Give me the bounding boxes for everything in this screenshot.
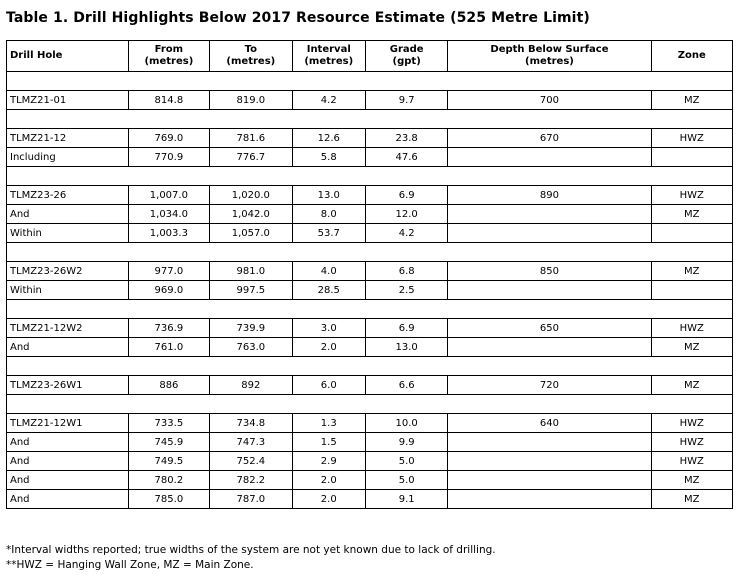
table-cell: 734.8 bbox=[210, 414, 292, 433]
table-cell: 6.6 bbox=[365, 376, 447, 395]
table-cell: TLMZ23-26 bbox=[7, 186, 129, 205]
table-cell: 850 bbox=[448, 262, 651, 281]
table-cell: 814.8 bbox=[128, 91, 209, 110]
table-cell: 747.3 bbox=[210, 433, 292, 452]
table-cell: Within bbox=[7, 224, 129, 243]
table-cell bbox=[448, 338, 651, 357]
spacer-row bbox=[7, 357, 733, 376]
table-cell: And bbox=[7, 490, 129, 509]
table-cell: 6.8 bbox=[365, 262, 447, 281]
table-cell bbox=[448, 205, 651, 224]
table-cell: TLMZ21-01 bbox=[7, 91, 129, 110]
table-cell: 892 bbox=[210, 376, 292, 395]
table-cell: 2.0 bbox=[292, 490, 365, 509]
table-cell: MZ bbox=[651, 490, 733, 509]
table-cell: 890 bbox=[448, 186, 651, 205]
table-cell: 736.9 bbox=[128, 319, 209, 338]
table-cell: HWZ bbox=[651, 319, 733, 338]
footnote-zone-legend: **HWZ = Hanging Wall Zone, MZ = Main Zone. bbox=[6, 559, 254, 571]
header-row bbox=[7, 41, 733, 72]
table-cell: And bbox=[7, 433, 129, 452]
table-cell: 781.6 bbox=[210, 129, 292, 148]
table-cell: 739.9 bbox=[210, 319, 292, 338]
table-cell: 1,042.0 bbox=[210, 205, 292, 224]
table-row bbox=[7, 452, 733, 471]
table-cell: 4.0 bbox=[292, 262, 365, 281]
table-row bbox=[7, 148, 733, 167]
table-cell: MZ bbox=[651, 205, 733, 224]
table-cell: 5.8 bbox=[292, 148, 365, 167]
table-cell: 2.9 bbox=[292, 452, 365, 471]
table-cell bbox=[448, 433, 651, 452]
spacer-row bbox=[7, 243, 733, 262]
table-cell: HWZ bbox=[651, 452, 733, 471]
table-row bbox=[7, 433, 733, 452]
table-cell bbox=[651, 224, 733, 243]
table-cell: And bbox=[7, 338, 129, 357]
table-cell: 5.0 bbox=[365, 471, 447, 490]
spacer-cell bbox=[7, 110, 733, 129]
table-cell bbox=[651, 281, 733, 300]
table-row bbox=[7, 224, 733, 243]
footnote-interval-widths: *Interval widths reported; true widths of the system are not yet known due to lack of drilling. bbox=[6, 544, 496, 556]
table-cell: 8.0 bbox=[292, 205, 365, 224]
table-cell: 1.5 bbox=[292, 433, 365, 452]
table-cell: 1,034.0 bbox=[128, 205, 209, 224]
header-drill-hole: Drill Hole bbox=[7, 41, 129, 72]
table-cell: 1,007.0 bbox=[128, 186, 209, 205]
table-cell: 752.4 bbox=[210, 452, 292, 471]
table-cell: 6.9 bbox=[365, 319, 447, 338]
table-cell: 733.5 bbox=[128, 414, 209, 433]
table-cell: Within bbox=[7, 281, 129, 300]
table-cell: 13.0 bbox=[292, 186, 365, 205]
table-cell: MZ bbox=[651, 338, 733, 357]
spacer-row bbox=[7, 300, 733, 319]
table-cell bbox=[448, 490, 651, 509]
table-cell: 2.0 bbox=[292, 338, 365, 357]
table-row bbox=[7, 471, 733, 490]
table-row bbox=[7, 376, 733, 395]
table-cell: 1,020.0 bbox=[210, 186, 292, 205]
table-cell: 776.7 bbox=[210, 148, 292, 167]
table-cell: And bbox=[7, 471, 129, 490]
table-cell: 720 bbox=[448, 376, 651, 395]
table-cell: TLMZ23-26W2 bbox=[7, 262, 129, 281]
table-cell: 700 bbox=[448, 91, 651, 110]
table-cell: MZ bbox=[651, 376, 733, 395]
table-cell: 785.0 bbox=[128, 490, 209, 509]
table-row bbox=[7, 186, 733, 205]
table-cell bbox=[448, 148, 651, 167]
table-cell: 13.0 bbox=[365, 338, 447, 357]
table-title: Table 1. Drill Highlights Below 2017 Resource Estimate (525 Metre Limit) bbox=[6, 10, 590, 26]
table-cell: 977.0 bbox=[128, 262, 209, 281]
table-cell: 47.6 bbox=[365, 148, 447, 167]
table-cell: 2.0 bbox=[292, 471, 365, 490]
table-cell: 749.5 bbox=[128, 452, 209, 471]
spacer-row bbox=[7, 72, 733, 91]
table-cell: 9.9 bbox=[365, 433, 447, 452]
table-cell: 9.1 bbox=[365, 490, 447, 509]
table-cell: 981.0 bbox=[210, 262, 292, 281]
spacer-cell bbox=[7, 72, 733, 91]
table-cell: 1,057.0 bbox=[210, 224, 292, 243]
table-row bbox=[7, 91, 733, 110]
table-cell: 12.6 bbox=[292, 129, 365, 148]
table-cell: 4.2 bbox=[365, 224, 447, 243]
table-cell: 1.3 bbox=[292, 414, 365, 433]
table-cell: 763.0 bbox=[210, 338, 292, 357]
table-cell: 5.0 bbox=[365, 452, 447, 471]
spacer-row bbox=[7, 110, 733, 129]
table-cell: And bbox=[7, 205, 129, 224]
table-cell bbox=[448, 452, 651, 471]
table-cell: 53.7 bbox=[292, 224, 365, 243]
spacer-cell bbox=[7, 300, 733, 319]
spacer-row bbox=[7, 395, 733, 414]
spacer-cell bbox=[7, 167, 733, 186]
table-cell: 4.2 bbox=[292, 91, 365, 110]
table-cell: 12.0 bbox=[365, 205, 447, 224]
drill-highlights-table bbox=[6, 40, 733, 509]
table-cell bbox=[448, 281, 651, 300]
table-cell bbox=[651, 148, 733, 167]
spacer-row bbox=[7, 167, 733, 186]
table-cell: 780.2 bbox=[128, 471, 209, 490]
table-cell: TLMZ21-12 bbox=[7, 129, 129, 148]
table-cell: HWZ bbox=[651, 414, 733, 433]
table-cell: 640 bbox=[448, 414, 651, 433]
table-cell bbox=[448, 224, 651, 243]
table-cell: Including bbox=[7, 148, 129, 167]
table-row bbox=[7, 129, 733, 148]
table-cell: 6.0 bbox=[292, 376, 365, 395]
table-body bbox=[7, 72, 733, 509]
table-cell: TLMZ21-12W1 bbox=[7, 414, 129, 433]
table-row bbox=[7, 319, 733, 338]
header-interval: Interval (metres) bbox=[292, 41, 365, 72]
table-row bbox=[7, 262, 733, 281]
header-to: To (metres) bbox=[210, 41, 292, 72]
table-cell: 670 bbox=[448, 129, 651, 148]
table-cell: 10.0 bbox=[365, 414, 447, 433]
table-cell: 782.2 bbox=[210, 471, 292, 490]
spacer-cell bbox=[7, 243, 733, 262]
table-cell: 769.0 bbox=[128, 129, 209, 148]
spacer-cell bbox=[7, 395, 733, 414]
table-row bbox=[7, 414, 733, 433]
table-cell: 28.5 bbox=[292, 281, 365, 300]
table-cell: 770.9 bbox=[128, 148, 209, 167]
table-cell: 1,003.3 bbox=[128, 224, 209, 243]
table-cell: 787.0 bbox=[210, 490, 292, 509]
spacer-cell bbox=[7, 357, 733, 376]
table-row bbox=[7, 205, 733, 224]
table-cell: 650 bbox=[448, 319, 651, 338]
table-cell: TLMZ23-26W1 bbox=[7, 376, 129, 395]
table-cell: 761.0 bbox=[128, 338, 209, 357]
table-cell: 745.9 bbox=[128, 433, 209, 452]
header-zone: Zone bbox=[651, 41, 733, 72]
table-cell: 6.9 bbox=[365, 186, 447, 205]
table-cell: MZ bbox=[651, 262, 733, 281]
header-grade: Grade (gpt) bbox=[365, 41, 447, 72]
table-cell: 2.5 bbox=[365, 281, 447, 300]
table-cell bbox=[448, 471, 651, 490]
table-cell: And bbox=[7, 452, 129, 471]
table-row bbox=[7, 281, 733, 300]
table-cell: 886 bbox=[128, 376, 209, 395]
table-cell: TLMZ21-12W2 bbox=[7, 319, 129, 338]
table-cell: 997.5 bbox=[210, 281, 292, 300]
table-cell: 23.8 bbox=[365, 129, 447, 148]
header-depth-below-surface: Depth Below Surface (metres) bbox=[448, 41, 651, 72]
table-cell: MZ bbox=[651, 91, 733, 110]
table-cell: HWZ bbox=[651, 186, 733, 205]
table-cell: 819.0 bbox=[210, 91, 292, 110]
table-cell: 3.0 bbox=[292, 319, 365, 338]
table-cell: HWZ bbox=[651, 433, 733, 452]
header-from: From (metres) bbox=[128, 41, 209, 72]
table-cell: MZ bbox=[651, 471, 733, 490]
table-cell: 969.0 bbox=[128, 281, 209, 300]
table-cell: HWZ bbox=[651, 129, 733, 148]
table-cell: 9.7 bbox=[365, 91, 447, 110]
table-row bbox=[7, 490, 733, 509]
table-row bbox=[7, 338, 733, 357]
